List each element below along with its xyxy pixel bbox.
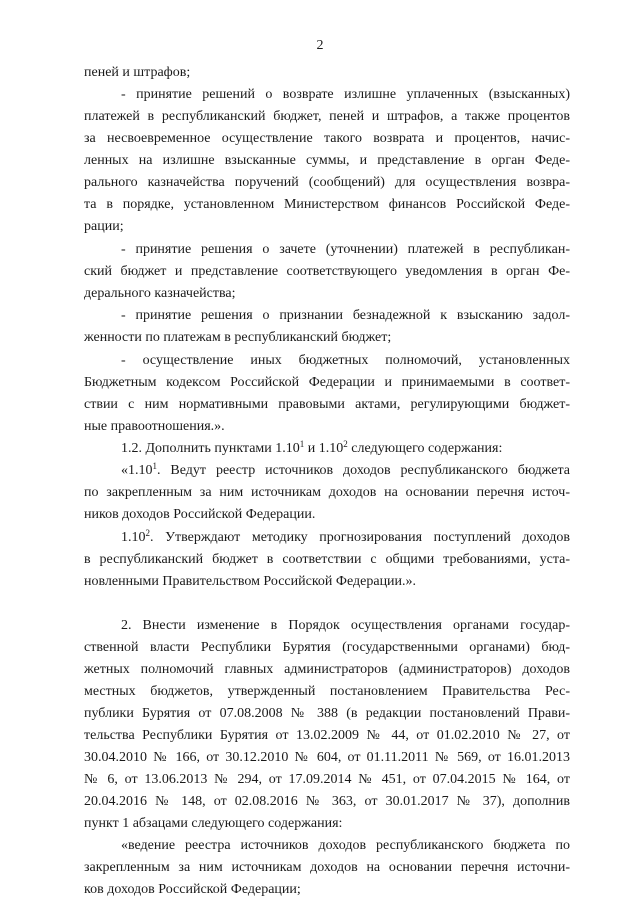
text-line: дерального казначейства; [84,286,236,301]
text-line: пункт 1 абзацами следующего содержания: [84,816,343,831]
text-line: «ведение реестра источников доходов республиканского бюджета по [121,838,570,853]
text-line: - принятие решений о возврате излишне уплаченных (взысканных) [121,87,570,102]
text-line: тельства Республики Бурятия от 13.02.2009 № 44, от 01.02.2010 № 27, от [84,728,570,743]
text-line: за несвоевременное осуществление такого возврата и процентов, начис- [84,131,570,146]
text-line: 30.04.2010 № 166, от 30.12.2010 № 604, от 01.11.2011 № 569, от 16.01.2013 [84,750,570,765]
text-line: - принятие решения о зачете (уточнении) платежей в республикан- [121,242,570,257]
text-line: новленными Правительством Российской Федерации.». [84,574,417,589]
text-line: 1.10$^2$. Утверждают методику прогнозирования поступлений доходов [121,528,570,545]
text-line: Бюджетным кодексом Российской Федерации и принимаемыми в соответ- [84,375,570,390]
text-line: № 6, от 13.06.2013 № 294, от 17.09.2014 № 451, от 07.04.2015 № 164, от [84,772,570,787]
text-line: та в порядке, установленном Министерством финансов Российской Феде- [84,197,570,212]
text-line: рального казначейства поручений (сообщений) для осуществления возвра- [84,175,570,190]
text-line: по закрепленным за ним источникам доходов на основании перечня источ- [84,485,570,500]
text-line: закрепленным за ним источникам доходов на основании перечня источни- [84,860,570,875]
text-line: ников доходов Российской Федерации. [84,507,316,522]
text-line: женности по платежам в республиканский бюджет; [84,330,392,345]
text-line: ные правоотношения.». [84,419,225,434]
text-line: публики Бурятия от 07.08.2008 № 388 (в редакции постановлений Прави- [84,706,570,721]
text-line: 1.2. Дополнить пунктами 1.10$^1$ и 1.10$^2$ следующего содержания: [121,439,503,456]
text-line: 2. Внести изменение в Порядок осуществления органами государ- [121,618,570,633]
text-line: ственной власти Республики Бурятия (государственными органами) бюд- [84,640,570,655]
text-line: 20.04.2016 № 148, от 02.08.2016 № 363, от 30.01.2017 № 37), дополнив [84,794,570,809]
text-line: рации; [84,219,124,234]
text-line: ский бюджет и представление соответствующего уведомления в орган Фе- [84,264,570,279]
text-line: ленных на излишне взысканные суммы, и представление в орган Феде- [84,153,570,168]
text-line: - осуществление иных бюджетных полномочий, установленных [121,353,570,368]
text-line: платежей в республиканский бюджет, пеней и штрафов, а также процентов [84,109,570,124]
page-number: 2 [316,38,324,53]
text-line: - принятие решения о признании безнадежной к взысканию задол- [121,308,570,323]
text-line: в республиканский бюджет в соответствии с общими требованиями, уста- [84,552,570,567]
text-line: «1.10$^1$. Ведут реестр источников доходов республиканского бюджета [121,461,570,478]
text-line: ков доходов Российской Федерации; [84,882,301,897]
text-line: местных бюджетов, утвержденный постановлением Правительства Рес- [84,684,570,699]
text-line: пеней и штрафов; [84,65,191,80]
text-line: жетных полномочий главных администраторов (администраторов) доходов [84,662,570,677]
text-line: ствии с ним нормативными правовыми актами, регулирующими бюджет- [84,397,570,412]
